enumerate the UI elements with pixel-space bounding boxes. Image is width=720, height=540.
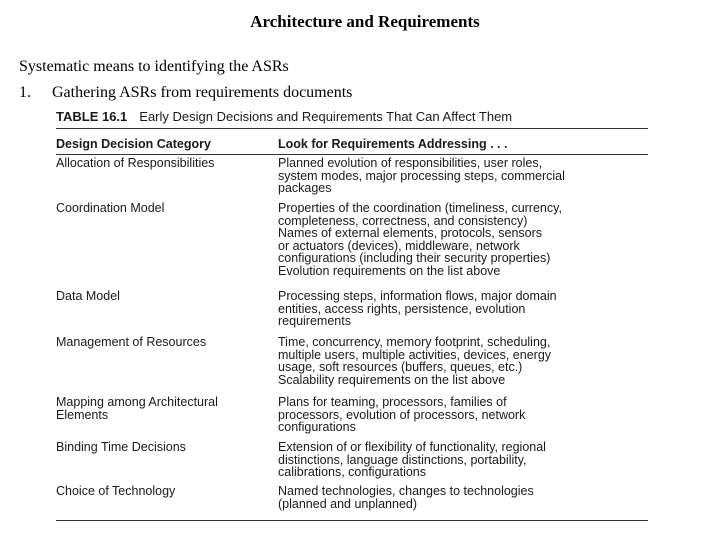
category-line: Choice of Technology — [56, 484, 176, 498]
design-decision-category — [56, 334, 278, 394]
requirement-line: Time, concurrency, memory footprint, scheduling, — [278, 335, 551, 349]
requirements-addressed — [278, 334, 648, 394]
table-label: TABLE 16.1 — [56, 109, 128, 124]
requirement-line: completeness, correctness, and consistency) — [278, 213, 528, 228]
table-row — [56, 288, 648, 334]
table-row — [56, 394, 648, 439]
requirement-line: processors, evolution of processors, network — [278, 407, 526, 422]
requirement-line: configurations (including their security properties) — [278, 251, 551, 266]
requirements-addressed — [278, 394, 648, 439]
table-top-rule — [56, 128, 648, 129]
header-look-for-requirements: Look for Requirements Addressing . . . — [278, 137, 508, 151]
category-line: Elements — [56, 407, 109, 422]
list-item-text: Gathering ASRs from requirements documents — [52, 84, 353, 101]
requirement-line: multiple users, multiple activities, devices, energy — [278, 347, 552, 362]
requirement-line: configurations — [278, 420, 356, 435]
requirements-table — [56, 106, 648, 531]
header-design-decision-category: Design Decision Category — [56, 137, 211, 151]
design-decision-category — [56, 394, 278, 439]
table-bottom-rule — [56, 520, 648, 521]
requirement-line: Processing steps, information flows, major domain — [278, 289, 557, 303]
requirement-line: usage, soft resources (buffers, queues, etc.) — [278, 360, 523, 375]
requirements-addressed — [278, 288, 648, 334]
category-line: Allocation of Responsibilities — [56, 156, 215, 170]
requirement-line: Properties of the coordination (timeliness, currency, — [278, 201, 562, 215]
table-row — [56, 439, 648, 483]
list-item — [19, 80, 352, 106]
table-caption — [56, 106, 648, 128]
subtitle: Systematic means to identifying the ASRs — [19, 58, 289, 75]
requirement-line: Planned evolution of responsibilities, user roles, — [278, 156, 543, 170]
table-caption-text: Early Design Decisions and Requirements That Can Affect Them — [139, 109, 513, 124]
list-item-number: 1. — [19, 84, 31, 101]
design-decision-category — [56, 439, 278, 483]
category-line: Mapping among Architectural — [56, 395, 218, 409]
requirement-line: Plans for teaming, processors, families of — [278, 395, 507, 409]
requirement-line: Names of external elements, protocols, sensors — [278, 226, 543, 241]
slide-title: Architecture and Requirements — [250, 12, 480, 31]
requirement-line: Extension of or flexibility of functionality, regional — [278, 440, 546, 454]
requirement-line: Named technologies, changes to technologies — [278, 484, 534, 498]
table-row — [56, 200, 648, 288]
table-row — [56, 334, 648, 394]
design-decision-category — [56, 483, 278, 531]
requirement-line: entities, access rights, persistence, evolution — [278, 301, 526, 316]
requirements-addressed — [278, 483, 648, 531]
category-line: Binding Time Decisions — [56, 440, 186, 454]
design-decision-category — [56, 288, 278, 334]
requirement-line: calibrations, configurations — [278, 465, 426, 480]
requirement-line: packages — [278, 181, 332, 196]
requirements-addressed — [278, 439, 648, 483]
table-row — [56, 155, 648, 200]
requirement-line: Scalability requirements on the list above — [278, 372, 506, 387]
category-line: Coordination Model — [56, 201, 165, 215]
requirement-line: or actuators (devices), middleware, network — [278, 238, 520, 253]
intro-text — [19, 54, 352, 106]
table-body — [56, 155, 648, 531]
table-header-row — [56, 134, 648, 155]
requirement-line: distinctions, language distinctions, portability, — [278, 452, 527, 467]
requirement-line: Evolution requirements on the list above — [278, 263, 501, 278]
requirement-line: system modes, major processing steps, commercial — [278, 168, 565, 183]
design-decision-category — [56, 155, 278, 200]
category-line: Data Model — [56, 289, 120, 303]
requirements-addressed — [278, 200, 648, 288]
requirements-addressed — [278, 155, 648, 200]
requirement-line: requirements — [278, 314, 351, 329]
design-decision-category — [56, 200, 278, 288]
table-row — [56, 483, 648, 531]
category-line: Management of Resources — [56, 335, 207, 349]
requirement-line: (planned and unplanned) — [278, 496, 418, 511]
